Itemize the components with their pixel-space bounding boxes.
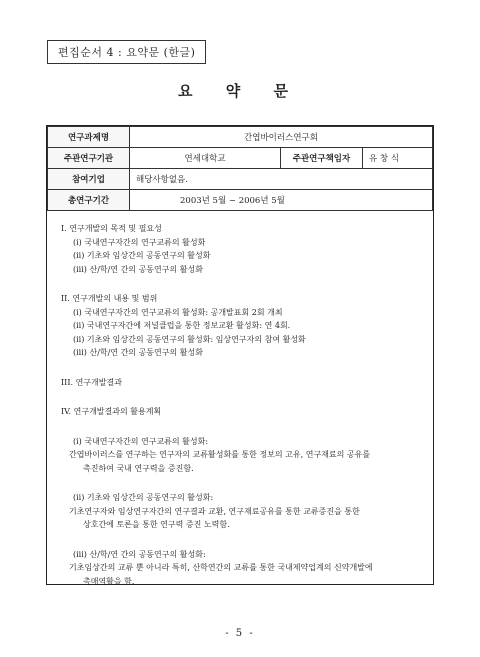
institution-label: 주관연구기관 bbox=[48, 148, 130, 169]
plan-item-text: 기초임상간의 교류 뿐 아니라 특히, 산학연간의 교류를 통한 국내제약업계의 신약개발에 bbox=[69, 563, 373, 572]
table-row bbox=[48, 148, 433, 169]
institution-value: 연세대학교 bbox=[130, 148, 281, 169]
period-value: 2003년 5월 ~ 2006년 5월 bbox=[130, 190, 433, 211]
summary-frame bbox=[46, 125, 434, 585]
plan-item-text: 기초연구자와 임상연구자간의 연구결과 교환, 연구재료공유를 통한 교류증진을 통한 bbox=[69, 506, 360, 516]
plan-item-heading: (i) 국내연구자간의 연구교류의 활성화: bbox=[73, 436, 209, 446]
page-title: 요 약 문 bbox=[178, 82, 302, 100]
list-item: (ii) 기초와 임상간의 공동연구의 활성화: 임상연구자의 참여 활성화 bbox=[73, 334, 306, 344]
plan-item-text: 간엽바이러스를 연구하는 연구자의 교류활성화를 통한 정보의 고유, 연구재료의 공유를 bbox=[69, 450, 371, 459]
project-value: 간엽바이러스연구회 bbox=[130, 127, 433, 148]
edit-order-label: 편집순서 4 : 요약문 (한글) bbox=[47, 40, 206, 64]
section-heading: IV. 연구개발결과의 활용계획 bbox=[61, 407, 162, 416]
plan-item-heading: (ii) 기초와 임상간의 공동연구의 활성화: bbox=[73, 493, 214, 502]
section-heading: II. 연구개발의 내용 및 범위 bbox=[61, 294, 158, 303]
lead-researcher-label: 주관연구책임자 bbox=[281, 148, 363, 169]
plan-item-text: 촉진하여 국내 연구력을 증진함. bbox=[83, 463, 194, 473]
plan-item-text: 상호간에 토론을 통한 연구력 증진 노력함. bbox=[83, 520, 230, 529]
company-label: 참여기업 bbox=[48, 169, 130, 190]
summary-body bbox=[61, 222, 421, 588]
period-label: 총연구기간 bbox=[48, 190, 130, 211]
table-row bbox=[48, 127, 433, 148]
page-number: - 5 - bbox=[225, 628, 255, 639]
section-heading: I. 연구개발의 목적 및 필요성 bbox=[61, 224, 162, 233]
plan-item-heading: (iii) 산/학/연 간의 공동연구의 활성화: bbox=[73, 549, 206, 559]
table-row bbox=[48, 169, 433, 190]
lead-researcher-value: 유 창 식 bbox=[363, 148, 433, 169]
list-item: (ii) 기초와 임상간의 공동연구의 활성화 bbox=[73, 251, 211, 260]
info-table bbox=[47, 126, 433, 211]
list-item: (i) 국내연구자간의 연구교류의 활성화 bbox=[73, 237, 206, 247]
table-row bbox=[48, 190, 433, 211]
list-item: (ii) 국내연구자간에 저널클럽을 통한 정보교환 활성화: 연 4회. bbox=[73, 321, 291, 330]
plan-item-text: 촉매역활을 함. bbox=[83, 576, 135, 586]
list-item: (iii) 산/학/연 간의 공동연구의 활성화 bbox=[73, 264, 203, 274]
list-item: (i) 국내연구자간의 연구교류의 활성화: 공개발표회 2회 개최 bbox=[73, 307, 283, 317]
list-item: (iii) 산/학/연 간의 공동연구의 활성화 bbox=[73, 348, 203, 357]
company-value: 해당사항없음. bbox=[130, 169, 433, 190]
section-heading: III. 연구개발결과 bbox=[61, 377, 122, 387]
project-label: 연구과제명 bbox=[48, 127, 130, 148]
